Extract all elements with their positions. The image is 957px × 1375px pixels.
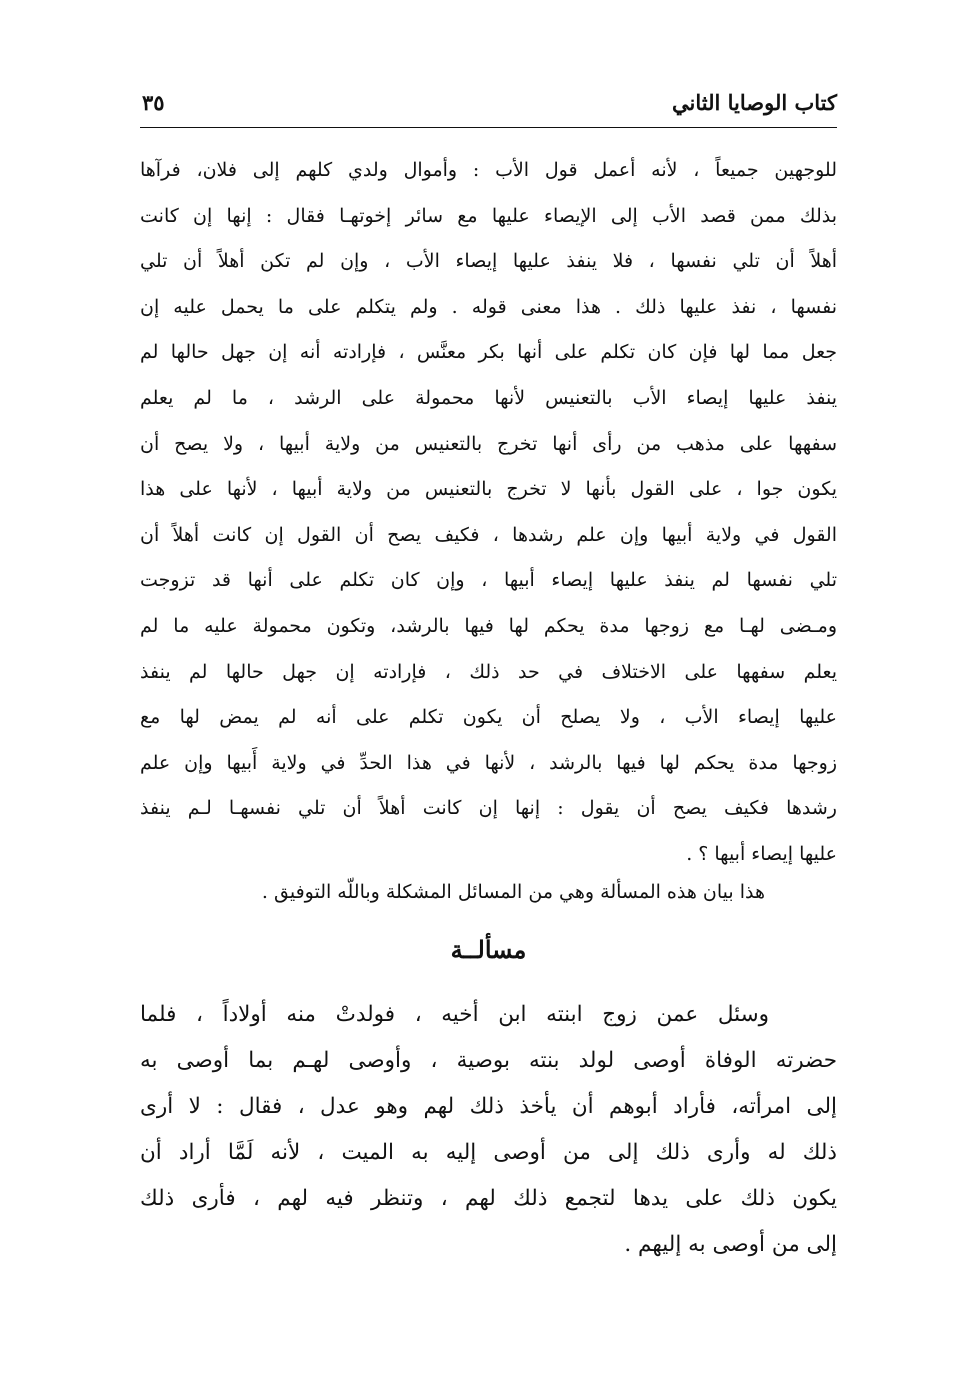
passage-1 (140, 148, 837, 878)
text-line: زوجها مدة يحكم لها فيها بالرشد ، لأنها في هذا الحدِّ في ولاية أَبيها وإن علم (140, 751, 837, 774)
text-line: حضرته الوفاة أوصى لولد بنته بوصية ، وأوصى لهـم بما أوصى به (140, 1048, 837, 1073)
text-line: رشدها فكيف يصح أن يقول : إنها إن كانت أهلاً أن تلي نفسهـا لـم ينفذ (140, 797, 837, 820)
text-line: ومـضى لهـا مع زوجها مدة يحكم لها فيها بالرشد، وتكون محمولة عليه ما لم (140, 614, 837, 637)
page-header (140, 80, 837, 130)
running-title: كتاب الوصايا الثاني (672, 90, 837, 115)
text-line: عليها إيصاء الأب ، ولا يصلح أن يكون تكلم على أنه لم يمض لها مع (140, 706, 837, 729)
text-line: للوجهين جميعاً ، لأنه أعمل قول الأب : وأموال ولدي كلهم إلى فلان، فرآها (140, 159, 837, 181)
closing-line: هذا بيان هذه المسألة وهي من المسائل المشكلة وباللّه التوفيق . (261, 881, 765, 903)
text-line: وسئل عمن زوج ابنته ابن أخيه ، فولدتْ منه أولاداً ، فلما (140, 1002, 769, 1027)
text-line: إلى من أوصى به إليهم . (624, 1232, 837, 1257)
text-line: أهلاً أن تلي نفسها ، فلا ينفذ عليها إيصاء الأب ، وإن لم تكن أهلاً أن تلي (140, 250, 837, 273)
text-line: يكون جوا ، على القول بأنها لا تخرج بالتعنيس من ولاية أبيها ، لأنها على هذا (140, 478, 837, 501)
text-line: تلي نفسها لم ينفذ عليها إيصاء أبيها ، وإن كان تكلم على أنها قد تزوجت (140, 569, 837, 592)
text-line: يكون ذلك على يدها لتجمع ذلك لهم ، وتنظر فيه لهم ، فأرى ذلك (140, 1186, 837, 1211)
text-line: سفهها على مذهب من رأى أنها تخرج بالتعنيس من ولاية أبيها ، ولا يصح أن (140, 432, 837, 455)
text-line: ذلك له وأرى ذلك إلى من أوصى إليه به الميت ، لأنه لَمَّا أراد أن (140, 1140, 837, 1165)
text-line: نفسها ، نفذ عليها ذلك . هذا معنى قوله . ولم يتكلم على ما يحمل عليه إن (140, 295, 837, 318)
text-line: القول في ولاية أبيها وإن علم رشدها ، فكيف يصح أن القول إن كانت أهلاً أن (140, 523, 837, 546)
text-line: ينفذ عليها إيصاء الأب بالتعنيس لأنها محمولة على الرشد ، ما لم يعلم (140, 386, 837, 409)
text-line: عليها إيصاء أبيها ؟ . (686, 842, 837, 865)
text-line: إلى امرأته، فأراد أبوهم أن يأخذ ذلك لهم وهو عدل ، فقال : لا أرى (140, 1094, 837, 1119)
text-line: يعلم سفهها على الاختلاف في حد ذلك ، فإرادته إن جهل حالها لم ينفذ (140, 660, 837, 683)
text-line: جعل مما لها فإن كان تكلم على أنها بكر معنَّس ، فإرادته أنه إن جهل حالها لم (140, 341, 837, 364)
section-heading: مسألــة (450, 935, 527, 964)
page-number: ٣٥ (142, 90, 165, 115)
passage-2 (140, 992, 837, 1268)
text-line: بذلك ممن قصد الأب إلى الإيصاء عليها مع سائر إخوتهـا فقال : إنها إن كانت (140, 204, 837, 227)
header-rule (140, 127, 837, 128)
